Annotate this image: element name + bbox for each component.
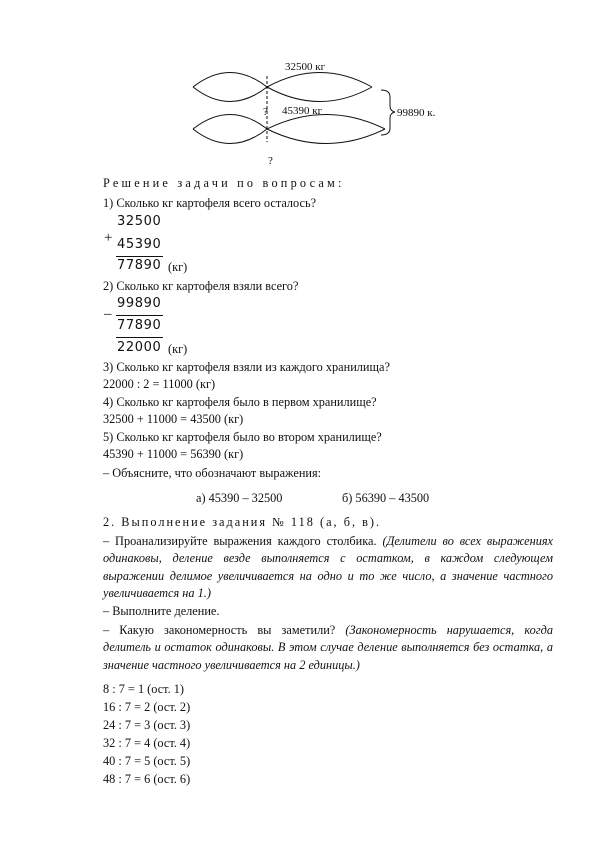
question-1: 1) Сколько кг картофеля всего осталось? [103, 196, 317, 210]
question-center: ? [263, 106, 268, 118]
sub-operand-1: 99890 [117, 296, 162, 311]
paragraph-analyze-text: – Проанализируйте выражения каждого столбика. [103, 534, 377, 548]
division-6: 48 : 7 = 6 (ост. 6) [103, 772, 191, 786]
sub-sign: – [104, 306, 112, 322]
solution-heading: Решение задачи по вопросам: [103, 176, 345, 190]
sub-operand-2: 77890 [117, 318, 162, 333]
label-top: 32500 кг [285, 61, 326, 73]
question-3: 3) Сколько кг картофеля взяли из каждого хранилища? [103, 360, 390, 374]
question-5: 5) Сколько кг картофеля было во втором хранилище? [103, 430, 382, 444]
top-arc-right-lower [267, 87, 372, 102]
task2-heading: 2. Выполнение задания № 118 (а, б, в). [103, 515, 382, 529]
paragraph-pattern-note: (Закономерность нарушается, когда делитель и остаток одинаковы. В этом случае деление выполняется без остатка, а значение частного увеличивается на 2 единицы.) [103, 623, 553, 672]
expression-b: б) 56390 – 43500 [342, 491, 430, 505]
bottom-arc-left-lower [193, 129, 267, 144]
sub-rule [116, 337, 163, 338]
top-arc-left-lower [193, 87, 267, 102]
paragraph-divide: – Выполните деление. [103, 604, 220, 618]
bottom-arc-right-lower [267, 129, 385, 144]
label-right: 99890 к. [397, 107, 436, 119]
question-bottom: ? [268, 155, 273, 167]
division-1: 8 : 7 = 1 (ост. 1) [103, 682, 185, 696]
sub-rule-top [116, 315, 163, 316]
add-unit: (кг) [168, 260, 188, 274]
segment-diagram [0, 0, 595, 180]
answer-3: 22000 : 2 = 11000 (кг) [103, 377, 216, 391]
expression-a: а) 45390 – 32500 [196, 491, 283, 505]
explain-prompt: – Объясните, что обозначают выражения: [103, 466, 322, 480]
add-result: 77890 [117, 258, 162, 273]
top-arc-right-upper [267, 73, 372, 88]
add-operand-1: 32500 [117, 214, 162, 229]
question-2: 2) Сколько кг картофеля взяли всего? [103, 279, 299, 293]
add-operand-2: 45390 [117, 237, 162, 252]
paragraph-pattern-text: – Какую закономерность вы заметили? [103, 623, 336, 637]
top-arc-left-upper [193, 73, 267, 88]
label-mid: 45390 кг [282, 105, 323, 117]
add-sign: + [104, 230, 113, 246]
answer-4: 32500 + 11000 = 43500 (кг) [103, 412, 244, 426]
paragraph-analyze-note: (Делители во всех выражениях одинаковы, деление везде выполняется с остатком, в каждом следующем выражении делимое увеличивается на одно и то же число, а значение частного увеличивается на 1.) [103, 534, 554, 601]
division-2: 16 : 7 = 2 (ост. 2) [103, 700, 191, 714]
sub-unit: (кг) [168, 342, 188, 356]
answer-5: 45390 + 11000 = 56390 (кг) [103, 447, 244, 461]
paragraph-analyze [103, 533, 553, 603]
add-rule [116, 256, 163, 257]
division-5: 40 : 7 = 5 (ост. 5) [103, 754, 191, 768]
sub-result: 22000 [117, 340, 162, 355]
bottom-arc-left-upper [193, 115, 267, 130]
division-3: 24 : 7 = 3 (ост. 3) [103, 718, 191, 732]
division-4: 32 : 7 = 4 (ост. 4) [103, 736, 191, 750]
question-4: 4) Сколько кг картофеля было в первом хранилище? [103, 395, 377, 409]
paragraph-pattern [103, 622, 553, 674]
